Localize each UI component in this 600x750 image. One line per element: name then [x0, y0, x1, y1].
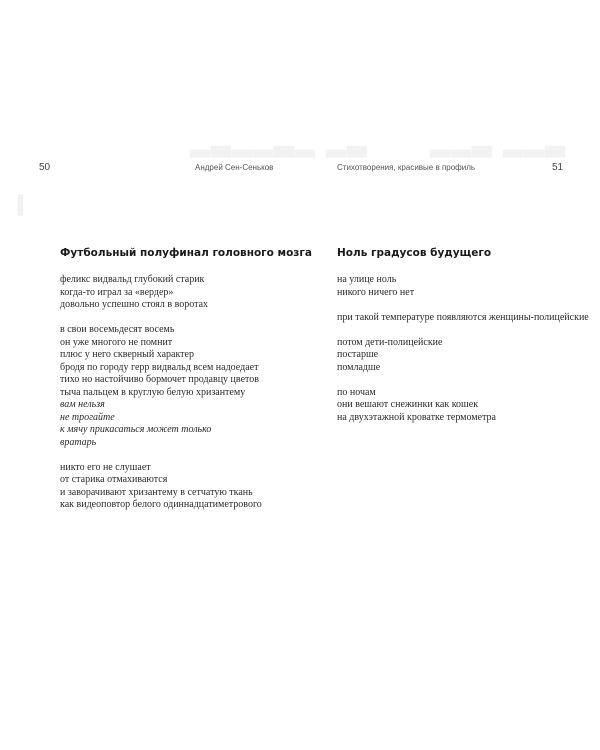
- stanza: [337, 337, 589, 375]
- stanza: [337, 312, 589, 325]
- stanza: [60, 462, 262, 512]
- running-head-author: Андрей Сен-Сеньков: [195, 163, 274, 172]
- poem-line: и заворачивают хризантему в сетчатую ткань: [60, 486, 253, 498]
- page-number: 50: [39, 162, 51, 173]
- poem-body: [60, 274, 262, 524]
- poem-line: никто его не слушает: [60, 461, 151, 473]
- poem-line: по ночам: [337, 386, 376, 398]
- poem-line: он уже многого не помнит: [60, 336, 173, 348]
- poem-line: вратарь: [60, 436, 97, 448]
- poem-line: вам нельзя: [60, 399, 105, 410]
- show-through-texture: ▍: [18, 195, 33, 216]
- stanza: [60, 274, 262, 312]
- stanza: [337, 274, 589, 299]
- poem-line: бродя по городу герр видвальд всем надоедает: [60, 361, 259, 373]
- poem-line: помладше: [337, 361, 381, 373]
- poem-line: к мячу прикасаться может только: [60, 424, 212, 435]
- show-through-texture: ▂▂▃ ▂▂▃: [430, 128, 567, 158]
- poem-line: в свои восемьдесят восемь: [60, 324, 175, 335]
- stanza: [337, 387, 589, 425]
- poem-line: потом дети-полицейские: [337, 336, 443, 348]
- poem-line: от старика отмахиваются: [60, 474, 168, 485]
- poem-line: постарше: [337, 349, 379, 360]
- poem-title: Ноль градусов будущего: [337, 247, 492, 259]
- poem-line: феликс видвальд глубокий старик: [60, 274, 205, 285]
- poem-line: когда-то играл за «вердер»: [60, 286, 174, 298]
- stanza: [60, 324, 262, 449]
- poem-line: как видеоповтор белого одиннадцатиметрового: [60, 499, 262, 510]
- poem-line: тыча пальцем в круглую белую хризантему: [60, 386, 246, 398]
- poem-line: не трогайте: [60, 411, 115, 423]
- poem-line: на двухэтажной кроватке термометра: [337, 411, 496, 423]
- poem-line: довольно успешно стоял в воротах: [60, 299, 209, 310]
- show-through-texture: ▂▃▂▂▃▂ ▂▃: [190, 128, 369, 158]
- poem-line: тихо но настойчиво бормочет продавцу цветов: [60, 374, 259, 385]
- poem-line: плюс у него скверный характер: [60, 349, 194, 360]
- poem-line: при такой температуре появляются женщины-полицейские: [337, 311, 589, 323]
- poem-line: никого ничего нет: [337, 286, 415, 298]
- page-number: 51: [552, 162, 564, 173]
- poem-body: [337, 274, 589, 437]
- right-page: [300, 0, 600, 750]
- running-head-book-title: Стихотворения, красивые в профиль: [337, 163, 476, 172]
- poem-line: на улице ноль: [337, 274, 397, 285]
- poem-line: они вешают снежинки как кошек: [337, 399, 479, 410]
- poem-title: Футбольный полуфинал головного мозга: [60, 247, 312, 259]
